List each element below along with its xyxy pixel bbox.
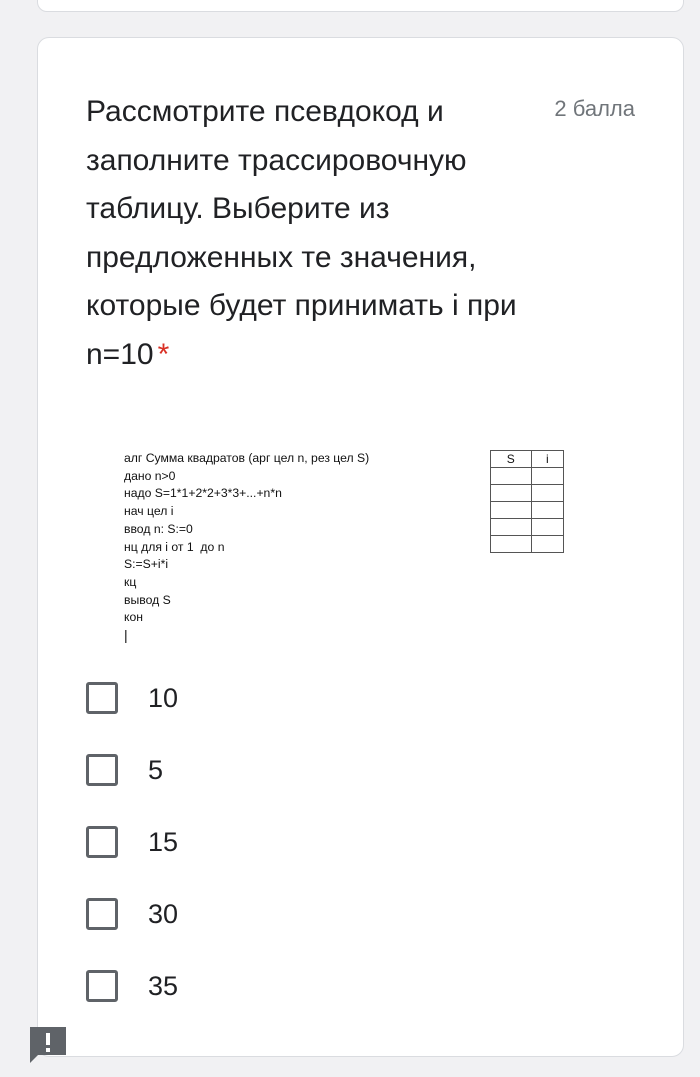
option-label: 15	[148, 826, 179, 857]
code-line: алг Сумма квадратов (арг цел n, рез цел S)	[124, 451, 370, 465]
checkbox[interactable]	[86, 826, 118, 858]
code-line: нц для i от 1 до n	[124, 539, 225, 554]
code-line: кон	[124, 610, 143, 625]
option-label: 35	[148, 970, 179, 1001]
option-label: 10	[148, 682, 179, 713]
trace-header-i: i	[531, 451, 563, 468]
previous-question-card	[37, 0, 684, 12]
code-line: нач цел i	[124, 504, 174, 519]
question-title: Рассмотрите псевдокод и заполните трассировочную таблицу. Выберите из предложенных те значения, которые будет принимать i при n=10 *	[86, 95, 517, 371]
text-cursor: |	[124, 627, 128, 644]
trace-cell	[531, 485, 563, 502]
code-line: дано n>0	[124, 468, 176, 483]
trace-cell	[491, 519, 532, 536]
trace-cell	[531, 536, 563, 553]
trace-cell	[491, 468, 532, 485]
trace-table	[490, 450, 564, 553]
checkbox[interactable]	[86, 898, 118, 930]
checkbox[interactable]	[86, 970, 118, 1002]
options-list	[86, 662, 178, 1022]
code-line: вывод S	[124, 592, 171, 607]
trace-cell	[531, 468, 563, 485]
trace-header-s: S	[491, 451, 532, 468]
code-line: ввод n: S:=0	[124, 521, 193, 536]
option-35[interactable]	[86, 950, 178, 1022]
option-30[interactable]	[86, 878, 178, 950]
question-card	[37, 37, 684, 1057]
code-line: надо S=1*1+2*2+3*3+...+n*n	[124, 486, 282, 501]
option-10[interactable]	[86, 662, 178, 734]
pseudocode-image	[124, 450, 564, 650]
trace-cell	[491, 536, 532, 553]
trace-cell	[531, 502, 563, 519]
code-line: S:=S+i*i	[124, 557, 169, 572]
option-5[interactable]	[86, 734, 178, 806]
report-icon[interactable]	[28, 1025, 68, 1065]
required-asterisk: *	[157, 337, 170, 371]
trace-cell	[491, 502, 532, 519]
checkbox[interactable]	[86, 682, 118, 714]
option-label: 5	[148, 754, 164, 785]
trace-cell	[491, 485, 532, 502]
points-label: 2 балла	[554, 96, 635, 121]
option-15[interactable]	[86, 806, 178, 878]
checkbox[interactable]	[86, 754, 118, 786]
trace-cell	[531, 519, 563, 536]
code-line: кц	[124, 574, 137, 589]
option-label: 30	[148, 898, 179, 929]
